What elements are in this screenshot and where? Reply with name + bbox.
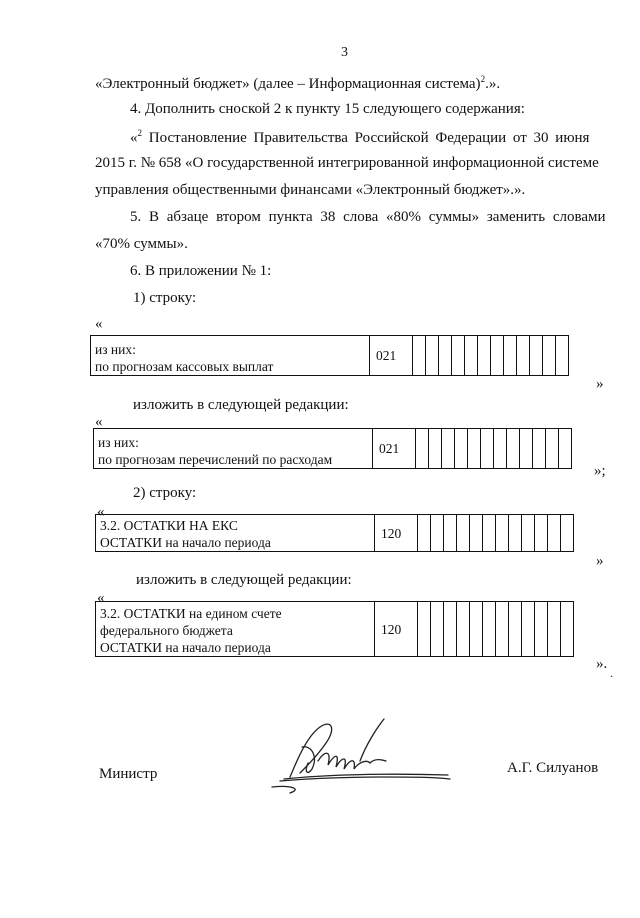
label-line: федерального бюджета (100, 623, 233, 638)
cell (517, 336, 530, 376)
cell (520, 429, 533, 469)
footnote-mark: 2 (137, 128, 142, 138)
cell (548, 602, 561, 657)
paragraph-line: 2015 г. № 658 «О государственной интегрированной информационной системе (95, 155, 599, 171)
row-label (96, 515, 375, 552)
close-quote: »; (594, 463, 606, 479)
cell (431, 515, 444, 552)
cell (426, 336, 439, 376)
open-quote: « (95, 414, 103, 430)
cell (483, 602, 496, 657)
cell (494, 429, 507, 469)
paragraph-line: «70% суммы». (95, 236, 188, 252)
row-code: 120 (375, 602, 418, 657)
cell (457, 515, 470, 552)
close-quote: ». (596, 656, 608, 672)
cell (507, 429, 520, 469)
paragraph-6: 6. В приложении № 1: (130, 263, 272, 279)
row-label (91, 336, 370, 376)
row-label (94, 429, 373, 469)
label-line: по прогнозам кассовых выплат (95, 359, 274, 374)
paragraph-5: 5. В абзаце втором пункта 38 слова «80% суммы» заменить словами (130, 209, 606, 225)
signatory-position: Министр (99, 766, 158, 782)
cell (468, 429, 481, 469)
cell (470, 602, 483, 657)
label-line: ОСТАТКИ на начало периода (100, 535, 271, 550)
cell (439, 336, 452, 376)
edit-instruction: изложить в следующей редакции: (133, 397, 349, 413)
cell (504, 336, 517, 376)
cell (496, 602, 509, 657)
cell (418, 602, 431, 657)
page-number: 3 (341, 45, 348, 60)
cell (548, 515, 561, 552)
text: Постановление Правительства Российской Федерации от 30 июня (142, 130, 590, 146)
cell (561, 602, 574, 657)
cell (559, 429, 572, 469)
form-row-table (90, 335, 569, 376)
cell (546, 429, 559, 469)
stray-dot: . (610, 666, 613, 680)
form-row-table (93, 428, 572, 469)
cell (561, 515, 574, 552)
cell (465, 336, 478, 376)
row-code: 021 (370, 336, 413, 376)
cell (483, 515, 496, 552)
text: « (130, 130, 138, 146)
cell (413, 336, 426, 376)
paragraph-line: управления общественными финансами «Электронный бюджет».». (95, 182, 526, 198)
cell (543, 336, 556, 376)
text: «Электронный бюджет» (далее – Информационная система) (95, 76, 481, 92)
edit-instruction: изложить в следующей редакции: (136, 572, 352, 588)
cell (535, 602, 548, 657)
cell (496, 515, 509, 552)
cell (522, 515, 535, 552)
paragraph-line (130, 128, 589, 147)
cell (491, 336, 504, 376)
subitem-1: 1) строку: (133, 290, 197, 306)
cell (509, 602, 522, 657)
row-code: 120 (375, 515, 418, 552)
signature-mark (262, 715, 457, 800)
open-quote: « (97, 504, 105, 520)
cell (481, 429, 494, 469)
label-line: по прогнозам перечислений по расходам (98, 452, 333, 467)
open-quote: « (97, 590, 105, 606)
paragraph-4: 4. Дополнить сноской 2 к пункту 15 следующего содержания: (130, 101, 525, 117)
cell (535, 515, 548, 552)
row-label (96, 602, 375, 657)
cell (478, 336, 491, 376)
label-line: ОСТАТКИ на начало периода (100, 640, 271, 655)
open-quote: « (95, 316, 103, 332)
cell (522, 602, 535, 657)
cell (457, 602, 470, 657)
form-row-table (95, 514, 574, 552)
cell (444, 602, 457, 657)
cell (533, 429, 546, 469)
footnote-ref: 2 (480, 74, 486, 84)
cell (442, 429, 455, 469)
subitem-2: 2) строку: (133, 485, 197, 501)
cell (530, 336, 543, 376)
paragraph-line (95, 74, 500, 93)
close-quote: » (596, 376, 604, 392)
form-row-table (95, 601, 574, 657)
cell (452, 336, 465, 376)
cell (418, 515, 431, 552)
cell (444, 515, 457, 552)
label-line: 3.2. ОСТАТКИ НА ЕКС (100, 518, 238, 533)
text: .». (485, 76, 501, 92)
cell (416, 429, 429, 469)
row-code: 021 (373, 429, 416, 469)
label-line: 3.2. ОСТАТКИ на едином счете (100, 606, 282, 621)
cell (470, 515, 483, 552)
label-line: из них: (98, 435, 139, 450)
label-line: из них: (95, 342, 136, 357)
close-quote: » (596, 553, 604, 569)
cell (455, 429, 468, 469)
cell (509, 515, 522, 552)
cell (431, 602, 444, 657)
signatory-name: А.Г. Силуанов (507, 760, 599, 776)
cell (556, 336, 569, 376)
cell (429, 429, 442, 469)
